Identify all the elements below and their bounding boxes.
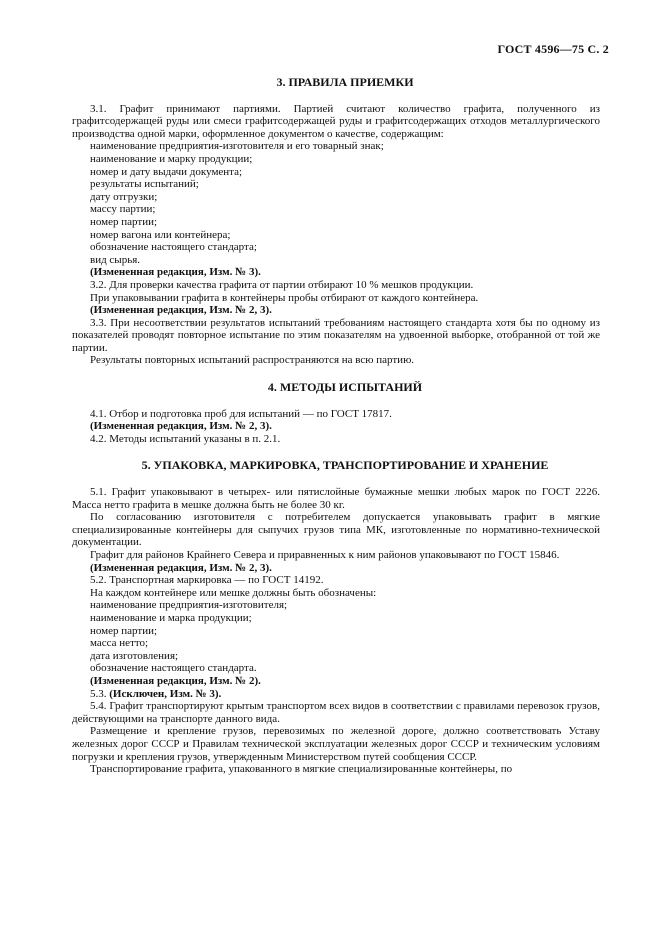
- list-item: номер партии;: [90, 624, 158, 637]
- amendment-note: (Измененная редакция, Изм. № 2, 3).: [90, 561, 272, 574]
- page-header: ГОСТ 4596—75 С. 2: [497, 42, 609, 56]
- amendment-note: (Измененная редакция, Изм. № 2).: [90, 674, 261, 687]
- list-item: дату отгрузки;: [90, 190, 158, 203]
- list-item: результаты испытаний;: [90, 178, 199, 191]
- list-item: номер и дату выдачи документа;: [90, 165, 243, 178]
- list-item: 3.2. Для проверки качества графита от партии отбирают 10 % мешков продукции.: [90, 278, 474, 291]
- list-item: 4.1. Отбор и подготовка проб для испытаний — по ГОСТ 17817.: [90, 407, 392, 420]
- list-item: наименование предприятия-изготовителя;: [90, 599, 288, 612]
- list-item: обозначение настоящего стандарта.: [90, 662, 257, 675]
- list-item: дата изготовления;: [90, 649, 179, 662]
- paragraph: Графит для районов Крайнего Севера и приравненных к ним районов упаковывают по ГОСТ 15846.: [90, 549, 560, 561]
- list-item: номер вагона или контейнера;: [90, 228, 231, 241]
- paragraph: По согласованию изготовителя с потребителем допускается упаковывать графит в мягкие специализированные контейнеры для сыпучих грузов типа МК, изготовленные по нормативно-технической документации.: [72, 511, 600, 549]
- amendment-note: (Исключен, Изм. № 3).: [109, 687, 222, 700]
- paragraph: 3.1. Графит принимают партиями. Партией считают количество графита, полученного из графитсодержащей руды или смеси графитсодержащей руды и графитсодержащих отходов металлургического производства одной марки, оформленное документом о качестве, содержащим:: [72, 102, 600, 140]
- amendment-note: (Измененная редакция, Изм. № 2, 3).: [90, 420, 272, 433]
- list-item: 4.2. Методы испытаний указаны в п. 2.1.: [90, 432, 281, 445]
- list-item: массу партии;: [90, 203, 156, 216]
- amendment-note: (Измененная редакция, Изм. № 2, 3).: [90, 304, 272, 317]
- list-item: номер партии;: [90, 215, 158, 228]
- list-item: масса нетто;: [90, 637, 149, 650]
- document-body: [72, 68, 600, 776]
- section-heading: 5. УПАКОВКА, МАРКИРОВКА, ТРАНСПОРТИРОВАНИЕ И ХРАНЕНИЕ: [141, 458, 549, 473]
- list-item: Результаты повторных испытаний распространяются на всю партию.: [90, 354, 415, 367]
- amendment-note: (Измененная редакция, Изм. № 3).: [90, 266, 261, 279]
- clause-excluded: [90, 688, 600, 701]
- paragraph: Транспортирование графита, упакованного в мягкие специализированные контейнеры, по: [90, 763, 513, 776]
- list-item: вид сырья.: [90, 253, 141, 266]
- list-item: обозначение настоящего стандарта;: [90, 241, 257, 254]
- list-item: наименование и марку продукции;: [90, 152, 253, 165]
- paragraph: 5.4. Графит транспортируют крытым транспортом всех видов в соответствии с правилами перевозок грузов, действующими на транспорте данного вида.: [72, 700, 600, 725]
- list-item: При упаковывании графита в контейнеры пробы отбирают от каждого контейнера.: [90, 291, 479, 304]
- paragraph: 5.1. Графит упаковывают в четырех- или пятислойные бумажные мешки любых марок по ГОСТ 2226. Масса нетто графита в мешке должна быть не более 30 кг.: [72, 486, 600, 511]
- paragraph: 3.3. При несоответствии результатов испытаний требованиям настоящего стандарта хотя бы по одному из показателей проводят повторное испытание по этим показателям на удвоенной выборке, отобранной от той же партии.: [72, 316, 600, 354]
- list-item: 5.2. Транспортная маркировка — по ГОСТ 14192.: [90, 574, 324, 587]
- list-item: На каждом контейнере или мешке должны быть обозначены:: [90, 586, 377, 599]
- list-item: наименование и марка продукции;: [90, 611, 252, 624]
- section-heading: 4. МЕТОДЫ ИСПЫТАНИЙ: [267, 380, 423, 395]
- list-item: наименование предприятия-изготовителя и его товарный знак;: [90, 140, 384, 153]
- section-heading: 3. ПРАВИЛА ПРИЕМКИ: [276, 75, 414, 89]
- paragraph: Размещение и крепление грузов, перевозимых по железной дороге, должно соответствовать Уставу железных дорог СССР и Правилам технической эксплуатации железных дорог СССР и техническим условиям погрузки и крепления грузов, утвержденным Министерством путей сообщения СССР.: [72, 725, 600, 763]
- clause-number: 5.3.: [90, 687, 110, 700]
